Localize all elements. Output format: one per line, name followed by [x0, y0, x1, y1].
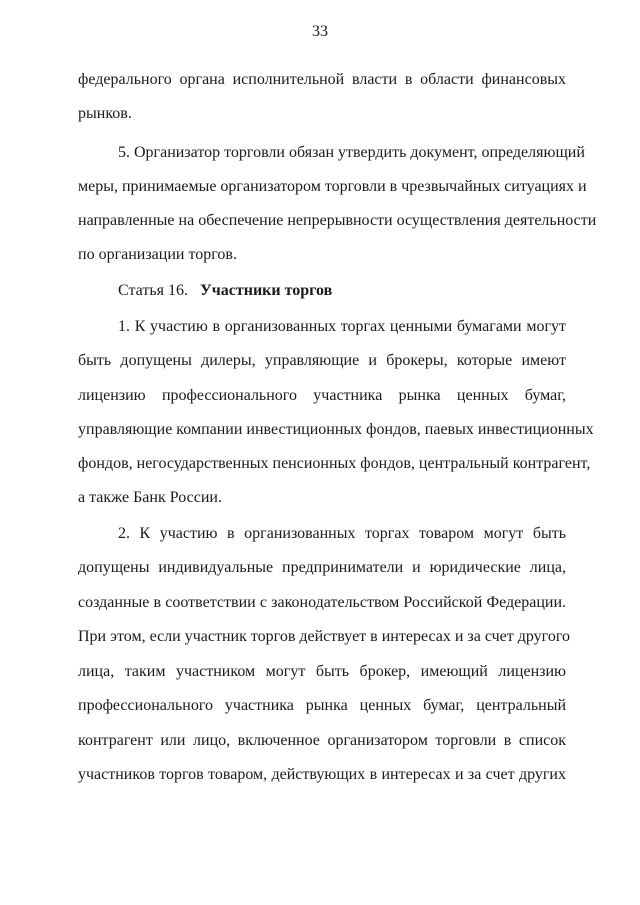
text-line: рынков.: [78, 105, 132, 122]
text-line: допущены индивидуальные предприниматели и юридические лица,: [78, 559, 566, 576]
text-line: направленные на обеспечение непрерывности осуществления деятельности: [78, 212, 597, 229]
text-line: быть допущены дилеры, управляющие и брокеры, которые имеют: [78, 352, 566, 369]
article-number: Статья 16.: [118, 282, 188, 299]
text-line: а также Банк России.: [78, 489, 222, 506]
text-line: профессионального участника рынка ценных бумаг, центральный: [78, 697, 566, 714]
text-line: лица, таким участником могут быть брокер, имеющий лицензию: [78, 663, 566, 680]
page-number: 33: [312, 23, 328, 40]
text-line: При этом, если участник торгов действует в интересах и за счет другого: [78, 628, 570, 645]
text-line: контрагент или лицо, включенное организатором торговли в список: [78, 732, 566, 749]
text-line: участников торгов товаром, действующих в интересах и за счет других: [78, 766, 566, 783]
text-line: созданные в соответствии с законодательством Российской Федерации.: [78, 594, 566, 611]
paragraph-first-line: 2. К участию в организованных торгах товаром могут быть: [118, 525, 566, 542]
paragraph-first-line: 5. Организатор торговли обязан утвердить документ, определяющий: [118, 144, 585, 161]
text-line: федерального органа исполнительной власти в области финансовых: [78, 71, 566, 88]
article-heading: [118, 281, 332, 301]
paragraph-first-line: 1. К участию в организованных торгах ценными бумагами могут: [118, 318, 566, 335]
text-line: по организации торгов.: [78, 246, 237, 263]
text-line: меры, принимаемые организатором торговли в чрезвычайных ситуациях и: [78, 178, 587, 195]
text-line: лицензию профессионального участника рынка ценных бумаг,: [78, 387, 566, 404]
article-title: Участники торгов: [200, 282, 333, 299]
text-line: управляющие компании инвестиционных фондов, паевых инвестиционных: [78, 421, 594, 438]
text-line: фондов, негосударственных пенсионных фондов, центральный контрагент,: [78, 455, 591, 472]
